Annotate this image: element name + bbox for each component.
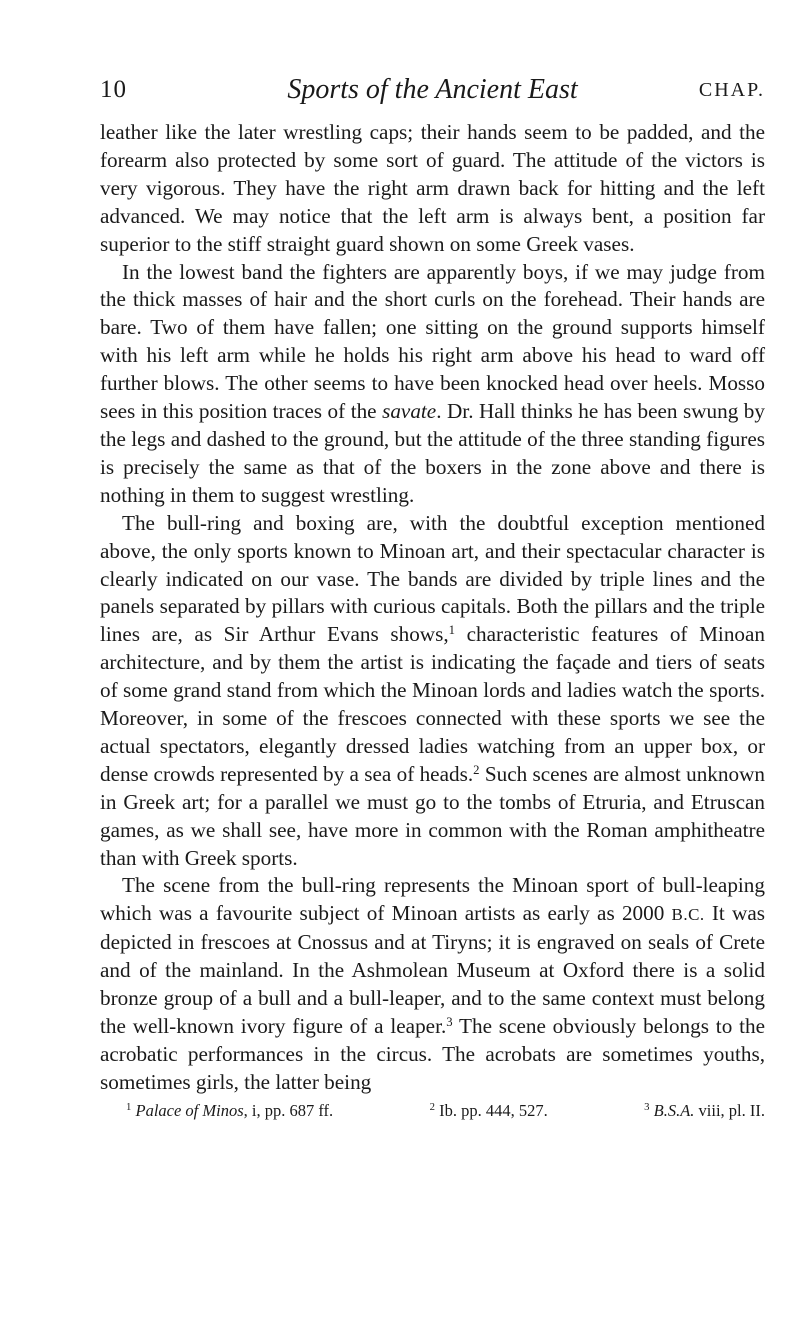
footnotes: [100, 1099, 765, 1123]
footnote-mark-1: 1: [126, 1100, 132, 1113]
paragraph-3-text-b: characteristic features of Minoan architecture, and by them the artist is indicating the façade and tiers of seats of some grand stand from which the Minoan lords and ladies watch the sports. Moreover, in some of the frescoes connected with these sports we see the actual spectators, elegantly dressed ladies watching from an upper box, or dense crowds represented by a sea of heads.: [100, 622, 765, 786]
paragraph-3-text-a: The bull-ring and boxing are, with the doubtful exception mentioned above, the only sports known to Minoan art, and their spectacular character is clearly indicated on our vase. The bands are divided by triple lines and the panels separated by pillars with curious capitals. Both the pillars and the triple lines are, as Sir Arthur Evans shows,: [100, 510, 765, 647]
paragraph-2-text-b: . Dr. Hall thinks he has been swung by the legs and dashed to the ground, but the attitude of the three standing figures is precisely the same as that of the boxers in the zone above and there is nothing in them to suggest wrestling.: [100, 399, 765, 507]
footnote-2-text: Ib. pp. 444, 527.: [439, 1100, 548, 1120]
footnote-1: [126, 1099, 333, 1123]
footnote-ref-3: 3: [446, 1015, 453, 1030]
footnote-1-text: , i, pp. 687 ff.: [243, 1100, 334, 1120]
footnote-ref-2: 2: [473, 762, 480, 777]
footnote-ref-1: 1: [448, 623, 455, 638]
paragraph-4-text-a: The scene from the bull-ring represents the Minoan sport of bull-leaping which was a favourite subject of Minoan artists as early as 2000: [100, 873, 765, 926]
footnote-2: [430, 1099, 548, 1123]
paragraph-4-text-c: The scene obviously belongs to the acrobatic performances in the circus. The acrobats are sometimes youths, sometimes girls, the latter being: [100, 1014, 765, 1094]
bc-abbreviation: B.C.: [671, 905, 705, 925]
footnote-3: [644, 1099, 765, 1123]
paragraph-2: [100, 259, 765, 510]
chapter-label: CHAP.: [698, 79, 765, 101]
paragraph-4-text-b: It was depicted in frescoes at Cnossus and at Tiryns; it is engraved on seals of Crete and of the mainland. In the Ashmolean Museum at Oxford there is a solid bronze group of a bull and a bull-leaper, and to the same context must belong the well-known ivory figure of a leaper.: [100, 901, 765, 1038]
running-title: Sports of the Ancient East: [287, 74, 578, 105]
paragraph-3-text-c: Such scenes are almost unknown in Greek art; for a parallel we must go to the tombs of Etruria, and Etruscan games, as we shall see, have more in common with the Roman amphitheatre than with Greek sports.: [100, 761, 765, 870]
page-number: 10: [100, 76, 127, 103]
footnote-mark-2: 2: [429, 1100, 435, 1113]
footnote-3-text: viii, pl. II.: [694, 1100, 765, 1120]
body-text: [100, 119, 765, 1097]
running-head: [100, 70, 765, 110]
footnote-mark-3: 3: [644, 1100, 650, 1113]
footnote-1-title: Palace of Minos: [135, 1100, 244, 1120]
footnote-3-title: B.S.A.: [653, 1100, 695, 1120]
paragraph-4: [100, 872, 765, 1096]
savate-term: savate: [382, 399, 437, 424]
paragraph-1: leather like the later wrestling caps; their hands seem to be padded, and the forearm also protected by some sort of guard. The attitude of the victors is very vigorous. They have the right arm drawn back for hitting and the left advanced. We may notice that the left arm is always bent, a position far superior to the stiff straight guard shown on some Greek vases.: [100, 120, 765, 256]
book-page: [100, 70, 765, 1123]
paragraph-2-text-a: In the lowest band the fighters are apparently boys, if we may judge from the thick masses of hair and the short curls on the forehead. Their hands are bare. Two of them have fallen; one sitting on the ground supports himself with his left arm while he holds his right arm above his head to ward off further blows. The other seems to have been knocked head over heels. Mosso sees in this position traces of the: [100, 259, 765, 424]
paragraph-3: [100, 510, 765, 873]
